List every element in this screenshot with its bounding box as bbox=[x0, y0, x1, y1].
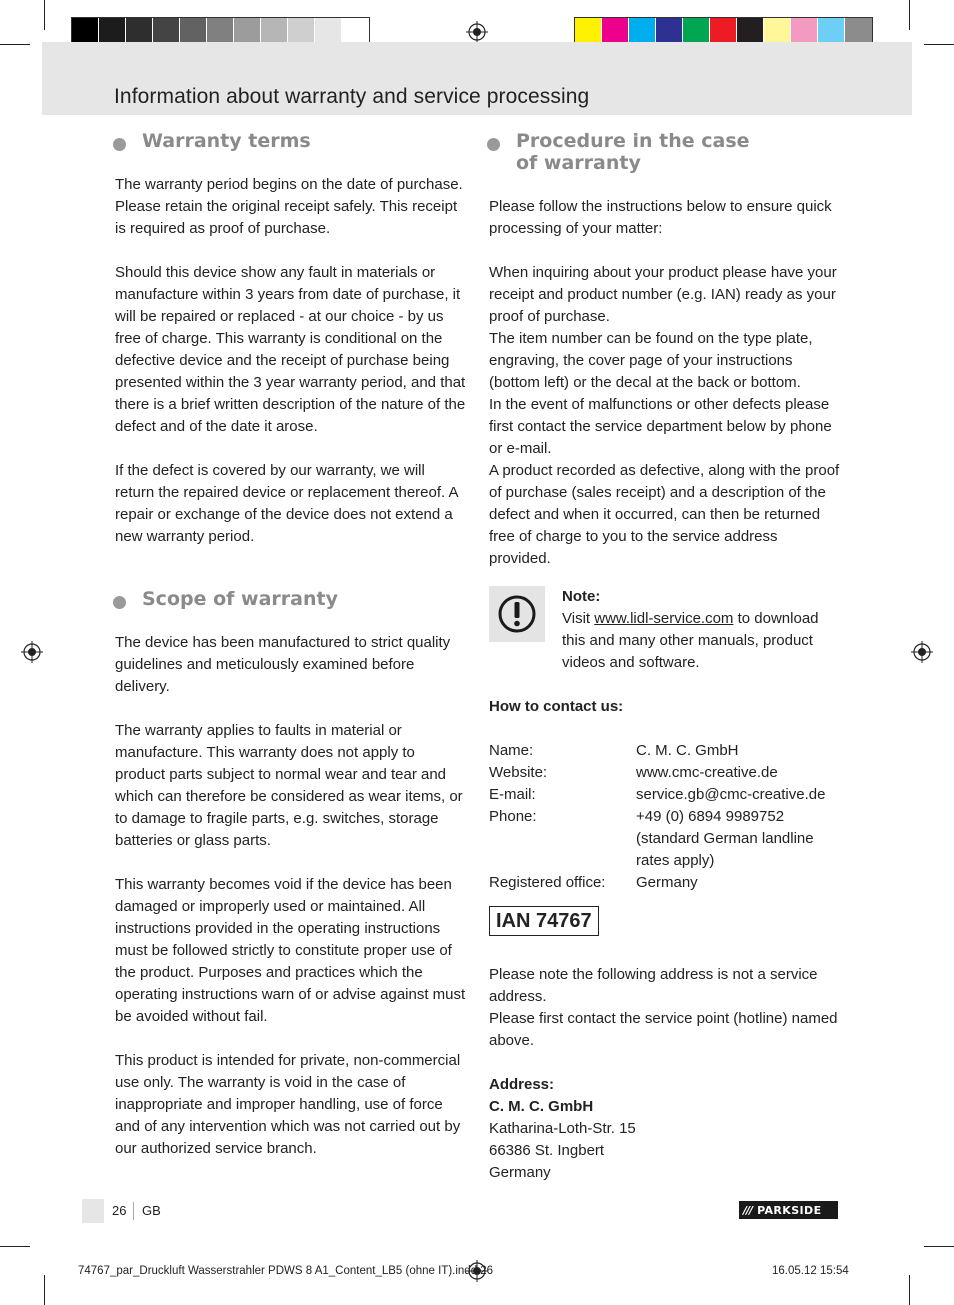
address-street: Katharina-Loth-Str. 15 bbox=[489, 1120, 636, 1137]
paragraph: Please note the following address is not a service address. bbox=[489, 966, 818, 1005]
note-text-after: to download this and many other manuals, product videos and software. bbox=[562, 610, 819, 671]
contact-heading: How to contact us: bbox=[489, 698, 624, 715]
print-slug-date: 16.05.12 15:54 bbox=[772, 1265, 849, 1277]
paragraph: Please follow the instructions below to ensure quick processing of your matter: bbox=[489, 198, 832, 237]
contact-row bbox=[489, 762, 841, 784]
contact-row bbox=[489, 806, 841, 872]
crop-mark bbox=[0, 1246, 30, 1247]
contact-row bbox=[489, 740, 841, 762]
contact-label: Name: bbox=[489, 742, 534, 759]
section-title: Scope of warranty bbox=[142, 588, 338, 610]
contact-row bbox=[489, 872, 841, 894]
paragraph: If the defect is covered by our warranty, we will return the repaired device or replacement thereof. A repair or exchange of the device does not extend a new warranty period. bbox=[115, 462, 458, 545]
contact-value: service.gb@cmc-creative.de bbox=[636, 786, 826, 803]
contact-table bbox=[489, 740, 841, 894]
registration-mark-icon bbox=[911, 641, 933, 663]
note-heading: Note: bbox=[562, 588, 601, 605]
contact-row bbox=[489, 784, 841, 806]
header-band bbox=[42, 42, 912, 115]
contact-label: Registered office: bbox=[489, 874, 606, 891]
address-country: Germany bbox=[489, 1164, 551, 1181]
contact-label: Website: bbox=[489, 764, 548, 781]
left-column bbox=[115, 130, 467, 1160]
section-title-line: Procedure in the case bbox=[516, 130, 750, 152]
contact-label: Phone: bbox=[489, 808, 537, 825]
parkside-logo bbox=[739, 1201, 838, 1219]
paragraph: When inquiring about your product please have your receipt and product number (e.g. IAN) ready as your proof of purchase. bbox=[489, 264, 837, 325]
contact-value: Germany bbox=[636, 874, 698, 891]
contact-label: E-mail: bbox=[489, 786, 536, 803]
section-procedure bbox=[487, 130, 841, 174]
paragraph: This warranty becomes void if the device has been damaged or improperly used or maintained. All instructions provided in the operating instructions must be followed strictly to constitute proper use of the product. Purposes and practices which the operating instructions warn of or advise against must be avoided without fail. bbox=[115, 876, 466, 1025]
crop-mark bbox=[0, 44, 30, 45]
section-title-line: of warranty bbox=[516, 152, 641, 174]
paragraph: The warranty applies to faults in material or manufacture. This warranty does not apply to product parts subject to normal wear and tear and which can therefore be considered as wear items, or to damage to fragile parts, e.g. switches, storage batteries or glass parts. bbox=[115, 722, 463, 849]
paragraph: In the event of malfunctions or other defects please first contact the service department below by phone or e-mail. bbox=[489, 396, 832, 457]
brand-name: PARKSIDE bbox=[757, 1203, 822, 1217]
contact-value: C. M. C. GmbH bbox=[636, 742, 739, 759]
crop-mark bbox=[909, 1275, 910, 1305]
bullet-icon bbox=[487, 138, 500, 151]
crop-mark bbox=[44, 0, 45, 30]
crop-mark bbox=[44, 1275, 45, 1305]
page-number-box bbox=[82, 1199, 104, 1223]
paragraph: Please first contact the service point (hotline) named above. bbox=[489, 1010, 838, 1049]
paragraph: The device has been manufactured to strict quality guidelines and meticulously examined before delivery. bbox=[115, 634, 451, 695]
crop-mark bbox=[924, 1246, 954, 1247]
print-slug-file: 74767_par_Druckluft Wasserstrahler PDWS 8 A1_Content_LB5 (ohne IT).indd 26 bbox=[78, 1265, 494, 1277]
crop-mark bbox=[924, 44, 954, 45]
page-number: 26 bbox=[112, 1203, 127, 1218]
bullet-icon bbox=[113, 138, 126, 151]
registration-mark-icon bbox=[21, 641, 43, 663]
note-box bbox=[489, 586, 841, 674]
section-title: Warranty terms bbox=[142, 130, 311, 152]
paragraph: The item number can be found on the type plate, engraving, the cover page of your instructions (bottom left) or the decal at the back or bottom. bbox=[489, 330, 813, 391]
section-scope-of-warranty bbox=[113, 588, 467, 610]
paragraph: Should this device show any fault in materials or manufacture within 3 years from date of purchase, it will be repaired or replaced - at our choice - by us free of charge. This warranty is conditional on the defective device and the receipt of purchase being presented within the 3 year warranty period, and that there is a brief written description of the nature of the defect and of the date it arose. bbox=[115, 264, 466, 435]
registration-mark-icon bbox=[466, 21, 488, 43]
ian-badge: IAN 74767 bbox=[489, 906, 599, 936]
contact-value: +49 (0) 6894 9989752 (standard German landline rates apply) bbox=[636, 808, 814, 869]
address-block bbox=[489, 1074, 841, 1184]
logo-stripes: /// bbox=[743, 1203, 753, 1217]
address-company: C. M. C. GmbH bbox=[489, 1098, 594, 1115]
crop-mark bbox=[909, 0, 910, 30]
lidl-service-link[interactable]: www.lidl-service.com bbox=[594, 610, 734, 627]
note-body bbox=[562, 586, 841, 674]
section-title bbox=[516, 130, 750, 174]
language-code: GB bbox=[142, 1203, 161, 1218]
address-city: 66386 St. Ingbert bbox=[489, 1142, 605, 1159]
divider bbox=[133, 1202, 134, 1220]
address-heading: Address: bbox=[489, 1076, 555, 1093]
note-text bbox=[562, 608, 841, 674]
exclamation-icon bbox=[489, 586, 545, 642]
section-warranty-terms bbox=[113, 130, 467, 152]
contact-value: www.cmc-creative.de bbox=[636, 764, 778, 781]
paragraph: The warranty period begins on the date of purchase. Please retain the original receipt safely. This receipt is required as proof of purchase. bbox=[115, 176, 463, 237]
note-text-before: Visit bbox=[562, 610, 595, 627]
paragraph: A product recorded as defective, along with the proof of purchase (sales receipt) and a description of the defect and when it occurred, can then be returned free of charge to you to the service address provided. bbox=[489, 462, 840, 567]
page-title: Information about warranty and service processing bbox=[114, 85, 590, 108]
paragraph: This product is intended for private, non-commercial use only. The warranty is void in the case of inappropriate and improper handling, use of force and of any intervention which was not carried out by our authorized service branch. bbox=[115, 1052, 461, 1157]
right-column bbox=[489, 130, 841, 1184]
bullet-icon bbox=[113, 596, 126, 609]
